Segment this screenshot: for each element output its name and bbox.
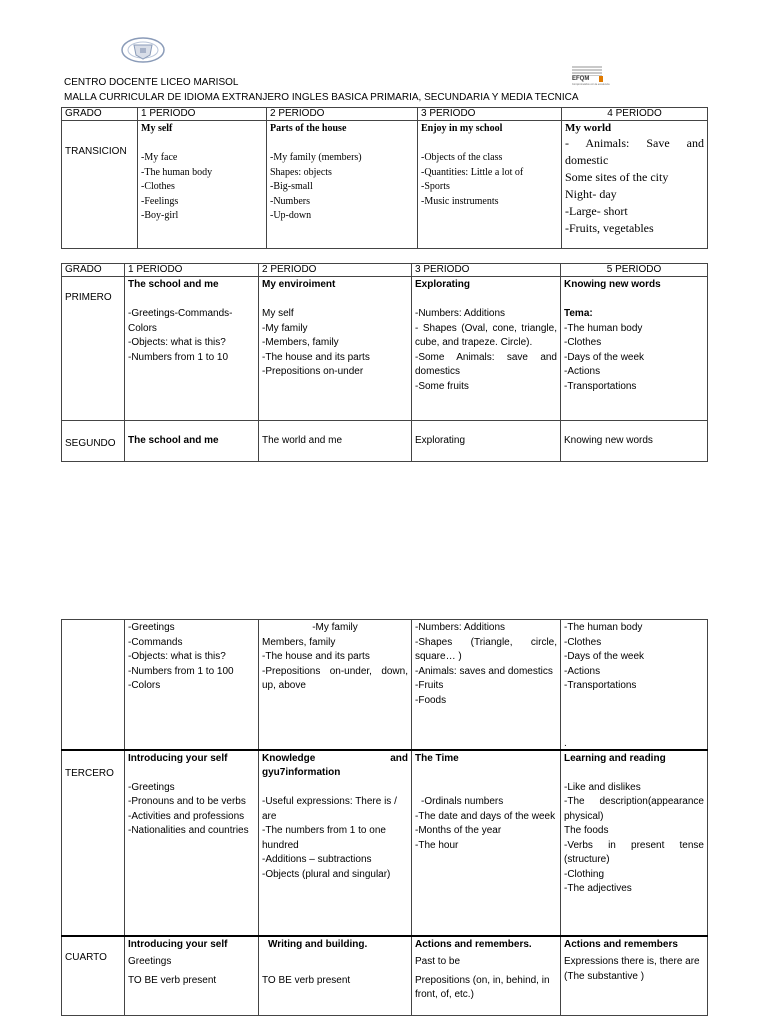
- cell-item: -Months of the year: [415, 825, 502, 836]
- table-header-row: [62, 108, 708, 121]
- cell-item: -Objects of the class: [421, 152, 503, 163]
- primero-period-3: [412, 277, 561, 421]
- cell-item: -Prepositions on-under, down, up, above: [262, 665, 408, 691]
- cell-item: The foods: [564, 825, 609, 836]
- cell-item: -Members, family: [262, 337, 339, 348]
- cell-item: TO BE verb present: [128, 974, 217, 986]
- segundo-content-period-1: [125, 620, 259, 750]
- header-grado: GRADO: [62, 264, 125, 277]
- cell-title: Enjoy in my school: [421, 123, 503, 134]
- segundo-period-3: Explorating: [412, 421, 561, 462]
- primero-period-1: [125, 277, 259, 421]
- cell-item: -The house and its parts: [262, 651, 370, 662]
- cell-item: -Foods: [415, 694, 447, 706]
- header-period-1: 1 PERIODO: [138, 108, 267, 121]
- cell-item: -Prepositions on-under: [262, 366, 364, 377]
- cell-item: -Clothes: [564, 337, 602, 348]
- cell-item: -Objects: what is this?: [128, 337, 226, 348]
- table-row: [62, 750, 708, 936]
- cell-item: Shapes: objects: [270, 166, 332, 178]
- cell-item: -Fruits, vegetables: [565, 221, 654, 235]
- cell-item: -Numbers from 1 to 100: [128, 665, 234, 677]
- school-name: CENTRO DOCENTE LICEO MARISOL: [64, 77, 239, 88]
- cell-item: -Greetings: [128, 622, 175, 633]
- cell-title: Knowledge and gyu7information: [262, 752, 408, 778]
- transicion-period-2: [267, 121, 418, 249]
- cell-item: -Numbers: [270, 195, 310, 207]
- cell-title: The Time: [415, 752, 459, 764]
- tercero-period-5: [561, 750, 708, 936]
- cell-item: -My face: [141, 152, 178, 163]
- tercero-period-3: [412, 750, 561, 936]
- cell-item: - Animals: Save and domestic: [565, 136, 704, 167]
- cell-item: -Actions: [564, 665, 601, 677]
- cell-item: - Shapes (Oval, cone, triangle, cube, and trapeze. Circle).: [415, 322, 557, 348]
- transicion-period-1: [138, 121, 267, 249]
- transicion-period-4: [562, 121, 708, 249]
- table-row: [62, 277, 708, 421]
- table-row: [62, 421, 708, 462]
- grade-transicion: TRANSICION: [62, 121, 138, 249]
- cell-item: -Greetings-Commands-Colors: [128, 308, 233, 334]
- cell-title: Actions and remembers: [564, 938, 678, 950]
- cell-item: -Feelings: [141, 195, 179, 207]
- cell-item: -Ordinals numbers: [421, 796, 504, 807]
- header-period-4: 4 PERIODO: [562, 108, 708, 121]
- cell-title: My self: [141, 123, 173, 134]
- cell-item: -Sports: [421, 181, 450, 192]
- cell-item: -Days of the week: [564, 351, 645, 363]
- cell-item: -My family: [262, 322, 308, 334]
- segundo-content-period-3: [412, 620, 561, 750]
- cell-title: Explorating: [415, 279, 471, 290]
- header-period-2: 2 PERIODO: [259, 264, 412, 277]
- cell-item: -The house and its parts: [262, 351, 370, 363]
- cell-item: -The human body: [564, 322, 643, 334]
- cell-title: Knowing new words: [564, 279, 661, 290]
- cell-item: -Additions – subtractions: [262, 854, 372, 865]
- grade-primero: PRIMERO: [62, 277, 125, 421]
- header-period-1: 1 PERIODO: [125, 264, 259, 277]
- cell-item: -Colors: [128, 680, 161, 691]
- cell-title: My world: [565, 122, 612, 134]
- cell-item: -Pronouns and to be verbs: [128, 796, 246, 807]
- cell-item: -Shapes (Triangle, circle, square… ): [415, 636, 557, 662]
- cell-item: -The description(appearance physical): [564, 796, 704, 822]
- primero-period-5: [561, 277, 708, 421]
- cell-item: -Fruits: [415, 680, 444, 691]
- cuarto-period-1: [125, 936, 259, 1016]
- cell-item: -Clothes: [564, 636, 602, 648]
- cell-title: The school and me: [128, 279, 219, 290]
- cell-item: -Clothes: [141, 181, 175, 192]
- cell-item: Greetings: [128, 956, 172, 967]
- cell-dot: .: [564, 737, 567, 749]
- segundo-period-2: The world and me: [259, 421, 412, 462]
- cell-item: -Up-down: [270, 210, 312, 221]
- grade-segundo: SEGUNDO: [62, 421, 125, 462]
- cell-item: -Large- short: [565, 204, 628, 218]
- efqm-logo: [572, 66, 608, 90]
- grade-tercero: TERCERO: [62, 750, 125, 936]
- cell-item: -Activities and professions: [128, 810, 245, 822]
- grade-cuarto: CUARTO: [62, 936, 125, 1016]
- cell-title: My enviroiment: [262, 279, 336, 290]
- table-header-row: [62, 264, 708, 277]
- cell-item: Night- day: [565, 187, 617, 201]
- header-period-3: 3 PERIODO: [418, 108, 562, 121]
- efqm-logo-subtext: Comprometidos con la excelencia: [572, 83, 610, 86]
- cell-item: Members, family: [262, 636, 336, 648]
- cell-item: -The hour: [415, 839, 459, 851]
- cell-item: -Objects (plural and singular): [262, 868, 391, 880]
- cell-item: -Boy-girl: [141, 210, 179, 221]
- efqm-logo-text: EFQM: [572, 76, 590, 82]
- cell-item: Expressions there is, there are (The substantive ): [564, 956, 700, 982]
- table-row: [62, 936, 708, 1016]
- cell-item: -Numbers: Additions: [415, 622, 506, 633]
- cell-item: Prepositions (on, in, behind, in front, of, etc.): [415, 974, 550, 1000]
- transicion-period-3: [418, 121, 562, 249]
- cell-item: TO BE verb present: [262, 974, 351, 986]
- primero-segundo-table: [61, 263, 708, 462]
- tercero-period-2: [259, 750, 412, 936]
- cell-item: -Useful expressions: There is / are: [262, 796, 397, 822]
- cuarto-period-3: [412, 936, 561, 1016]
- segundo-period-5: Knowing new words: [561, 421, 708, 462]
- table-row: [62, 620, 708, 750]
- cell-item: -The adjectives: [564, 883, 632, 894]
- cuarto-period-5: [561, 936, 708, 1016]
- primero-period-2: [259, 277, 412, 421]
- cell-item: -Nationalities and countries: [128, 825, 249, 836]
- cell-item: -The date and days of the week: [415, 810, 556, 822]
- cell-item: My self: [262, 308, 294, 319]
- segundo-period-1: The school and me: [125, 421, 259, 462]
- school-crest-icon: [120, 36, 166, 64]
- tercero-cuarto-table: [61, 619, 708, 1016]
- cell-title: Introducing your self: [128, 938, 228, 950]
- cell-item: -The human body: [141, 166, 213, 178]
- cell-item: -Actions: [564, 366, 601, 377]
- cell-item: -Some fruits: [415, 380, 469, 392]
- cell-item: -Greetings: [128, 781, 175, 793]
- cell-item: -My family (members): [270, 152, 362, 163]
- cell-item: -Verbs in present tense (structure): [564, 839, 704, 865]
- cell-title: Parts of the house: [270, 123, 347, 134]
- cell-title: Introducing your self: [128, 752, 228, 764]
- table-row: [62, 121, 708, 249]
- cell-item: -The human body: [564, 622, 643, 633]
- cell-item: -Quantities: Little a lot of: [421, 166, 524, 178]
- cell-item: -Like and dislikes: [564, 781, 641, 793]
- cell-item: -The numbers from 1 to one hundred: [262, 825, 386, 851]
- header-period-2: 2 PERIODO: [267, 108, 418, 121]
- header-period-3: 3 PERIODO: [412, 264, 561, 277]
- cell-subtitle: Tema:: [564, 308, 593, 319]
- header-grado: GRADO: [62, 108, 138, 121]
- segundo-content-period-2: [259, 620, 412, 750]
- cell-item: -Transportations: [564, 380, 637, 392]
- cell-item: Some sites of the city: [565, 170, 669, 184]
- segundo-content-grade-cell: [62, 620, 125, 750]
- cell-item: -Commands: [128, 636, 183, 648]
- cuarto-period-2: [259, 936, 412, 1016]
- document-title: MALLA CURRICULAR DE IDIOMA EXTRANJERO INGLES BASICA PRIMARIA, SECUNDARIA Y MEDIA TECNICA: [64, 92, 579, 103]
- transicion-table: [61, 107, 708, 249]
- cell-item: Past to be: [415, 956, 461, 967]
- header-period-5: 5 PERIODO: [561, 264, 708, 277]
- cell-item: -My family: [312, 622, 358, 633]
- cell-title: Writing and building.: [268, 938, 368, 950]
- cell-item: -Days of the week: [564, 651, 645, 662]
- cell-item: -Objects: what is this?: [128, 651, 226, 662]
- cell-item: -Animals: saves and domestics: [415, 665, 553, 677]
- cell-item: -Numbers from 1 to 10: [128, 351, 229, 363]
- cell-item: -Numbers: Additions: [415, 308, 506, 319]
- cell-title: Actions and remembers.: [415, 938, 532, 950]
- cell-item: -Big-small: [270, 181, 313, 192]
- tercero-period-1: [125, 750, 259, 936]
- segundo-content-period-5: [561, 620, 708, 750]
- cell-title: Learning and reading: [564, 752, 666, 764]
- cell-item: -Some Animals: save and domestics: [415, 351, 557, 377]
- cell-item: -Clothing: [564, 868, 605, 880]
- cell-item: -Transportations: [564, 680, 637, 691]
- cell-item: -Music instruments: [421, 195, 499, 207]
